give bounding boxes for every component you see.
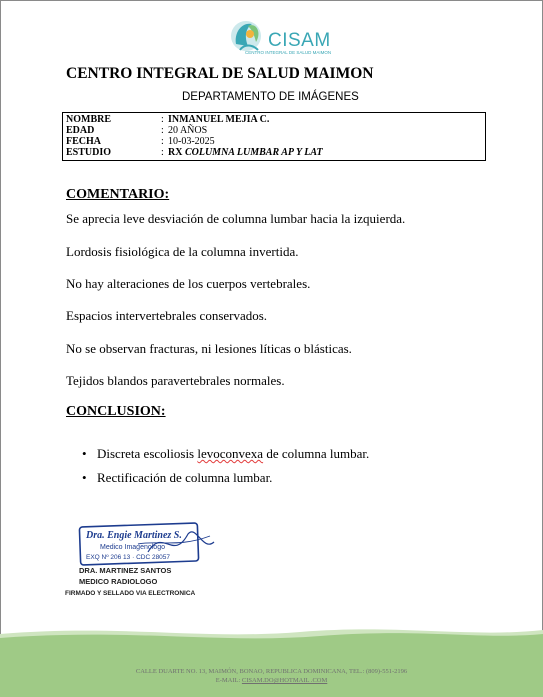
conclusion-heading: CONCLUSION: [66, 404, 166, 419]
footer-address: CALLE DUARTE NO. 13, MAIMÓN, BONAO, REPUBLICA DOMINICANA, TEL.: (809)-551-2196 [135, 668, 408, 675]
comment-line: No se observan fracturas, ni lesiones líticas o blásticas. [66, 341, 352, 356]
study-prefix: RX [168, 147, 183, 158]
comment-line: No hay alteraciones de los cuerpos vertebrales. [66, 276, 311, 291]
conclusion-text: de columna lumbar. [263, 446, 370, 461]
info-label: FECHA [66, 136, 101, 147]
info-row-estudio [63, 147, 485, 158]
email-address: CISAM.DO@HOTMAIL .COM [241, 677, 328, 684]
info-separator: : [161, 125, 164, 136]
signature-role: MEDICO RADIOLOGO [79, 577, 158, 586]
bullet-icon: • [82, 446, 87, 461]
email-label: E-MAIL: [215, 677, 241, 684]
stamp-line-3: EXQ Nº 206 13 · CDC 28057 [86, 554, 171, 561]
info-label: EDAD [66, 125, 95, 136]
signature-note: FIRMADO Y SELLADO VIA ELECTRONICA [65, 590, 196, 597]
info-separator: : [161, 114, 164, 125]
spellcheck-marked-word: levoconvexa [197, 446, 264, 461]
conclusion-item [82, 470, 272, 486]
info-row-nombre [63, 114, 485, 125]
info-label: ESTUDIO [66, 147, 112, 158]
study-name: COLUMNA LUMBAR AP Y LAT [184, 147, 323, 158]
info-value: 10-03-2025 [168, 136, 215, 147]
info-separator: : [161, 136, 164, 147]
conclusion-text: Discreta escoliosis [97, 446, 198, 461]
info-label: NOMBRE [66, 114, 111, 125]
stamp-line-2: Medico Imagenologo [100, 544, 165, 551]
comment-line: Se aprecia leve desviación de columna lumbar hacia la izquierda. [66, 211, 406, 226]
comment-line: Lordosis fisiológica de la columna invertida. [66, 244, 299, 259]
info-separator: : [161, 147, 164, 158]
department-name: DEPARTAMENTO DE IMÁGENES [182, 91, 359, 103]
info-row-edad [63, 125, 485, 136]
logo-wordmark: CISAM [268, 30, 331, 51]
comment-line: Espacios intervertebrales conservados. [66, 308, 268, 323]
info-value: INMANUEL MEJIA C. [168, 114, 270, 125]
logo-tagline: CENTRO INTEGRAL DE SALUD MAIMON [245, 50, 332, 55]
comentario-heading: COMENTARIO: [66, 187, 170, 202]
doctor-stamp-signature [78, 522, 218, 568]
conclusion-item [82, 446, 369, 462]
footer-email [0, 677, 543, 684]
bullet-icon: • [82, 470, 87, 485]
conclusion-text: Rectificación de columna lumbar. [97, 470, 273, 485]
comment-line: Tejidos blandos paravertebrales normales. [66, 373, 285, 388]
info-value [168, 147, 323, 158]
patient-info-box [62, 112, 486, 161]
stamp-line-1: Dra. Engie Martinez S. [86, 530, 182, 541]
info-value: 20 AÑOS [168, 125, 208, 136]
document-title: CENTRO INTEGRAL DE SALUD MAIMON [66, 65, 374, 82]
info-row-fecha [63, 136, 485, 147]
footer-wave-decoration [0, 622, 543, 697]
signature-name: DRA. MARTINEZ SANTOS [79, 566, 172, 575]
